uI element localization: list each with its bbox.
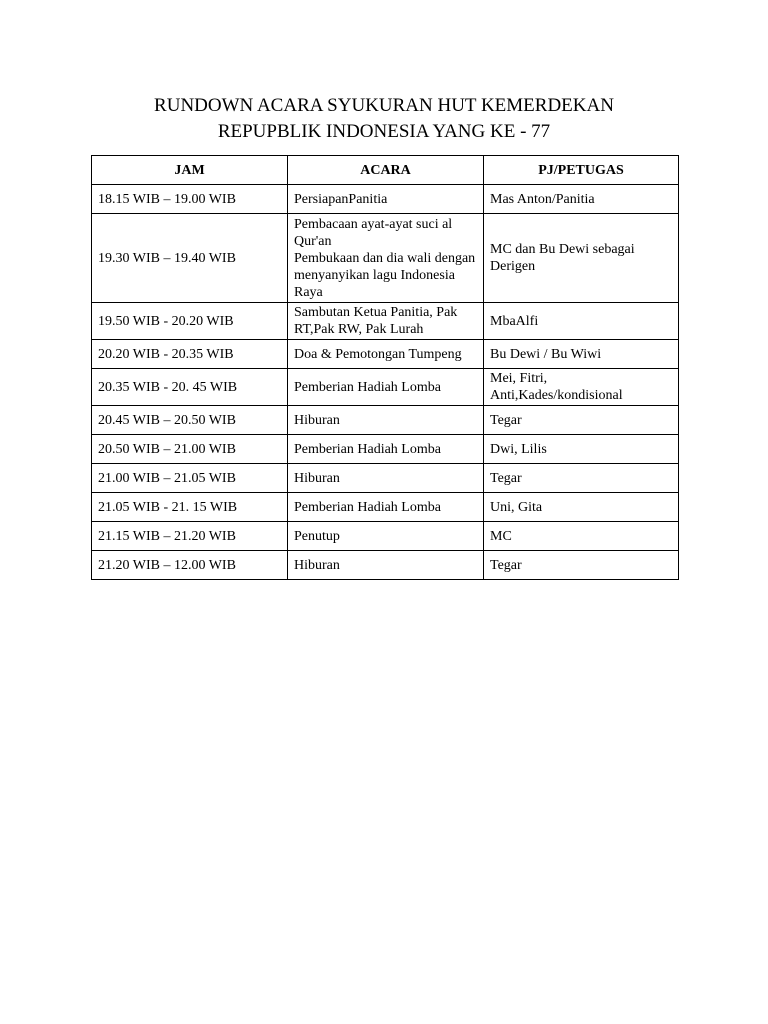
header-acara: ACARA xyxy=(288,156,484,185)
table-row xyxy=(92,340,679,369)
cell-pj: Tegar xyxy=(484,464,679,493)
cell-acara: Pemberian Hadiah Lomba xyxy=(288,493,484,522)
cell-acara: PersiapanPanitia xyxy=(288,185,484,214)
table-row xyxy=(92,551,679,580)
cell-pj: Uni, Gita xyxy=(484,493,679,522)
cell-acara: Penutup xyxy=(288,522,484,551)
table-row xyxy=(92,185,679,214)
cell-acara: Sambutan Ketua Panitia, Pak RT,Pak RW, Pak Lurah xyxy=(288,303,484,340)
cell-jam: 20.50 WIB – 21.00 WIB xyxy=(92,435,288,464)
cell-pj: Dwi, Lilis xyxy=(484,435,679,464)
cell-pj: MC dan Bu Dewi sebagai Derigen xyxy=(484,214,679,303)
table-row xyxy=(92,522,679,551)
cell-pj: Mas Anton/Panitia xyxy=(484,185,679,214)
cell-jam: 20.45 WIB – 20.50 WIB xyxy=(92,406,288,435)
cell-pj: MbaAlfi xyxy=(484,303,679,340)
cell-pj: Mei, Fitri, Anti,Kades/kondisional xyxy=(484,369,679,406)
table-row xyxy=(92,493,679,522)
table-row xyxy=(92,214,679,303)
table-row xyxy=(92,303,679,340)
cell-jam: 21.20 WIB – 12.00 WIB xyxy=(92,551,288,580)
rundown-table xyxy=(91,155,679,580)
cell-jam: 20.20 WIB - 20.35 WIB xyxy=(92,340,288,369)
cell-pj: Tegar xyxy=(484,406,679,435)
cell-jam: 19.50 WIB - 20.20 WIB xyxy=(92,303,288,340)
cell-jam: 21.05 WIB - 21. 15 WIB xyxy=(92,493,288,522)
cell-jam: 21.15 WIB – 21.20 WIB xyxy=(92,522,288,551)
cell-acara: Hiburan xyxy=(288,551,484,580)
document-title xyxy=(91,93,677,145)
cell-jam: 21.00 WIB – 21.05 WIB xyxy=(92,464,288,493)
cell-acara xyxy=(288,214,484,303)
cell-acara: Pemberian Hadiah Lomba xyxy=(288,435,484,464)
cell-acara: Doa & Pemotongan Tumpeng xyxy=(288,340,484,369)
cell-acara-text: Pembacaan ayat-ayat suci al Qur'an Pembukaan dan dia wali dengan menyanyikan lagu Indonesia Raya xyxy=(294,216,476,300)
table-row xyxy=(92,369,679,406)
cell-pj: MC xyxy=(484,522,679,551)
table-header-row xyxy=(92,156,679,185)
cell-jam: 20.35 WIB - 20. 45 WIB xyxy=(92,369,288,406)
title-line-2: REPUPBLIK INDONESIA YANG KE - 77 xyxy=(217,121,551,142)
cell-pj: Bu Dewi / Bu Wiwi xyxy=(484,340,679,369)
table-row xyxy=(92,464,679,493)
cell-pj: Tegar xyxy=(484,551,679,580)
cell-acara: Hiburan xyxy=(288,406,484,435)
cell-jam: 18.15 WIB – 19.00 WIB xyxy=(92,185,288,214)
table-row xyxy=(92,406,679,435)
header-pj-petugas: PJ/PETUGAS xyxy=(484,156,679,185)
title-line-1: RUNDOWN ACARA SYUKURAN HUT KEMERDEKAN xyxy=(154,95,614,116)
cell-acara: Hiburan xyxy=(288,464,484,493)
header-jam: JAM xyxy=(92,156,288,185)
table-row xyxy=(92,435,679,464)
cell-acara: Pemberian Hadiah Lomba xyxy=(288,369,484,406)
cell-jam: 19.30 WIB – 19.40 WIB xyxy=(92,214,288,303)
